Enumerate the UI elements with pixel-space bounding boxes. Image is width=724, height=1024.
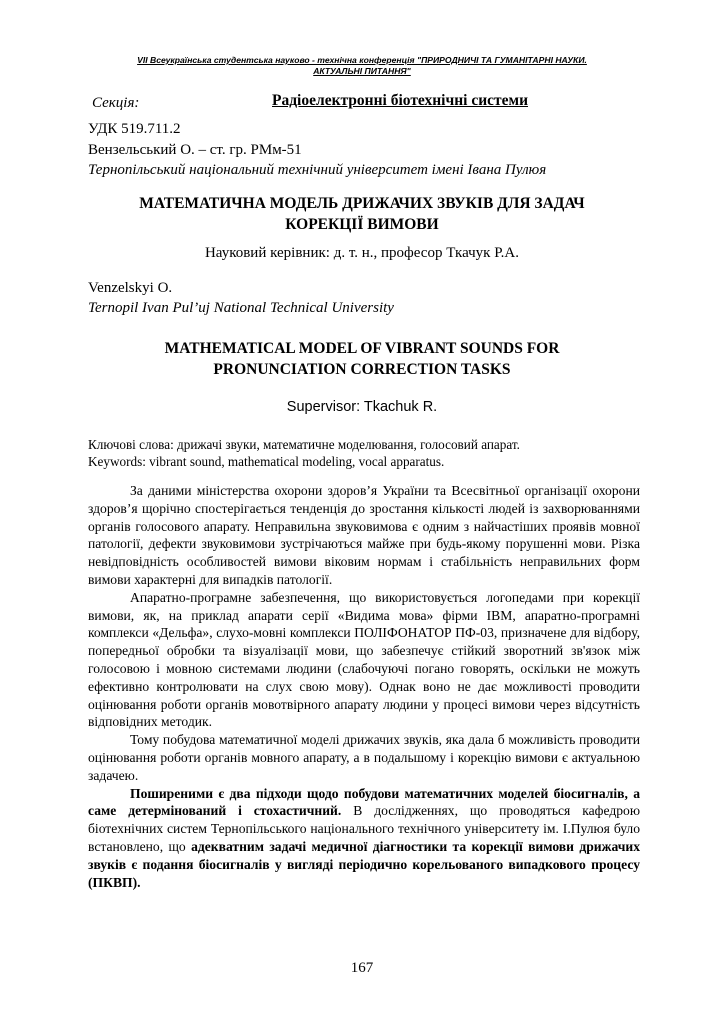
keywords-block	[88, 436, 636, 470]
paragraph-2: Апаратно-програмне забезпечення, що використовується логопедами при корекції вимови, як, на приклад апарати серії «Видима мова» фірми IBM, апаратно-програмні комплекси «Дельфа», слухо-мовні комплекси ПОЛІФОНАТОР ПФ-03, призначене для відбору, попередньої обробки та візуалізації мови, що забезпечує стійкий зворотний зв'язок між голосовою і мовною системами людини (слабочуючі погано говорять, оскільки не можуть ефективно контролювати на слух свою мову). Однак воно не дає можливості проводити оцінювання роботи органів мовотвірного апарату людини у процесі вимови через відсутність відповідних методик.	[88, 589, 640, 730]
title-ua-line2: КОРЕКЦІЇ ВИМОВИ	[285, 216, 439, 233]
paragraph-1: За даними міністерства охорони здоров’я України та Всесвітньої організації охорони здоров’я щорічно спостерігається тенденція до зростання кількості людей із захворюваннями органів голосового апарату. Неправильна звуковимова є одним з найчастіших проявів мовної патології, дефекти звуковимови зустрічаються майже при будь-якому порушенні мови. Різка невідповідність особливостей вимови віковим нормам і стабільність неправильних форм вимови характерні для випадків патології.	[88, 483, 640, 587]
page-number: 167	[350, 960, 374, 976]
title-en-line1: MATHEMATICAL MODEL OF VIBRANT SOUNDS FOR	[164, 340, 560, 357]
udc-code: УДК 519.711.2	[88, 121, 181, 137]
paragraph-4-bold-conclusion: адекватним задачі медичної діагностики та корекції вимови дрижачих звуків є подання біосигналів у вигляді періодично корельованого випадкового процесу (ПКВП).	[88, 838, 640, 890]
section-label: Секція:	[92, 95, 140, 111]
paragraph-3: Тому побудова математичної моделі дрижачих звуків, яка дала б можливість проводити оцінювання роботи органів мовного апарату, а в подальшому і корекцію вимови є актуальною задачею.	[88, 732, 640, 783]
paragraph-4	[88, 785, 640, 892]
paragraph-4-text: В дослідженнях, що проводяться кафедрою біотехнічних систем Тернопільського національного технічного університету ім. І.Пулюя було встановлено, що	[88, 803, 640, 854]
keywords-ua: Ключові слова: дрижачі звуки, математичне моделювання, голосовий апарат.	[88, 437, 520, 452]
title-ua-line1: МАТЕМАТИЧНА МОДЕЛЬ ДРИЖАЧИХ ЗВУКІВ ДЛЯ ЗАДАЧ	[139, 195, 585, 212]
paragraph-4-bold-lead: Поширеними є два підходи щодо побудови математичних моделей біосигналів, а саме детермінований і стохастичний.	[88, 785, 640, 819]
author-en: Venzelskyi O.	[88, 280, 173, 296]
supervisor-en: Supervisor: Tkachuk R.	[286, 399, 438, 415]
title-en-line2: PRONUNCIATION CORRECTION TASKS	[213, 361, 511, 378]
title-en	[88, 338, 636, 380]
section-name: Радіоелектронні біотехнічні системи	[272, 92, 529, 109]
conference-header-line1: VII Всеукраїнська студентська науково - технічна конференція "ПРИРОДНИЧІ ТА ГУМАНІТАРНІ НАУКИ.	[137, 55, 587, 65]
affiliation-ua: Тернопільський національний технічний університет імені Івана Пулюя	[88, 162, 547, 178]
conference-header-line2: АКТУАЛЬНІ ПИТАННЯ"	[313, 66, 411, 76]
keywords-en: Keywords: vibrant sound, mathematical modeling, vocal apparatus.	[88, 454, 445, 469]
title-ua	[88, 193, 636, 235]
supervisor-ua: Науковий керівник: д. т. н., професор Ткачук Р.А.	[204, 245, 520, 261]
body-text	[88, 482, 640, 891]
conference-header	[88, 55, 636, 77]
affiliation-en: Ternopil Ivan Pul’uj National Technical University	[88, 300, 394, 316]
author-ua: Вензельський О. – ст. гр. РМм-51	[88, 142, 302, 158]
